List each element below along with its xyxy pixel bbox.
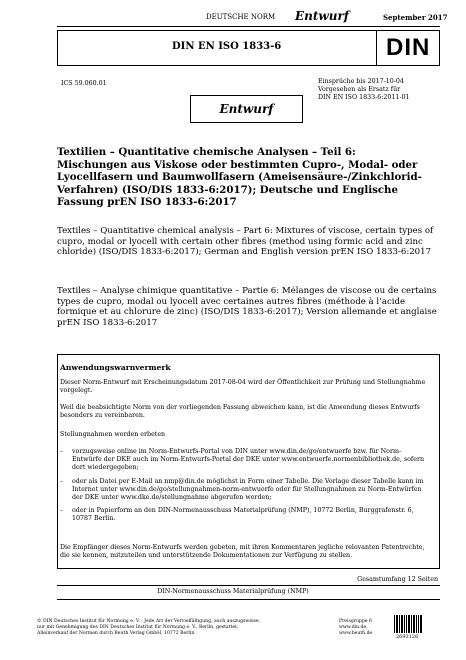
copyright-line: Alleinverkauf der Normen durch Beuth Verlag GmbH, 10772 Berlin [37,631,195,636]
list-item: – oder in Papierform an den DIN-Normenausschuss Materialprüfung (NMP), 10772 Berlin, Burggrafenstr. 6, 10787 Berlin. [60,507,414,523]
document-id: 2693126 [396,634,419,640]
title-french: Textiles – Analyse chimique quantitative – Partie 6: Mélanges de viscose ou de certains types de cupro, modal ou lyocell avec certaines autres fibres (méthode à l’acide formique et au chlorure de zinc) (ISO/DIS 1833-6:2017); Version allemande et anglaise prEN ISO 1833-6:2017 [57,286,437,328]
warning-paragraph: Weil die beabsichtigte Norm von der vorliegenden Fassung abweichen kann, ist die Anwendung dieses Entwurfs besonders zu vereinbaren. [60,404,420,420]
submission-options-list [60,448,430,529]
replacement-note: Vorgesehen als Ersatz für [318,86,401,93]
list-item-text: oder als Datei per E-Mail an nmp@din.de möglichst in Form einer Tabelle. Die Vorlage dieser Tabelle kann im Internet unter www.din.de/go/stellungnahmen-norm-entwuerfe oder für Stellungnahmen zu Norm-Entwürfen der DKE unter www.dke.de/stellungnahme abgerufen werden; [72,477,424,502]
ics-code: ICS 59.060.01 [61,80,107,87]
warning-heading: Anwendungswarnvermerk [60,363,171,372]
divider [57,599,440,600]
website-link[interactable]: www.din.de [339,625,367,630]
list-item: – vorzugsweise online im Norm-Entwurfs-Portal von DIN unter www.din.de/go/entwuerfe bzw. für Norm-Entwürfe der DKE auch im Norm-Entwurfs-Portal der DKE unter www.entwuerfe.normenbibliothek.de, sofern dort wiedergegeben; [60,448,425,472]
publication-date: September 2017 [383,13,448,22]
draft-box [190,95,303,123]
copyright-line: © DIN Deutsches Institut für Normung e. V. · Jede Art der Vervielfältigung, auch auszugsweise, [37,619,261,624]
warning-box [57,354,440,569]
copyright-line: nur mit Genehmigung des DIN Deutsches Institut für Normung e. V., Berlin, gestattet. [37,625,239,630]
warning-paragraph: Stellungnahmen werden erbeten [60,431,166,438]
replacement-standard: DIN EN ISO 1833-6:2011-01 [318,94,410,101]
title-box [57,30,440,66]
price-group: Preisgruppe 6 [339,619,372,624]
divider [57,585,440,586]
document-number: DIN EN ISO 1833-6 [172,41,282,52]
norm-type: DEUTSCHE NORM [206,13,276,21]
header-rule [57,26,440,27]
din-logo-frame [376,31,439,65]
page-count: Gesamtumfang 12 Seiten [357,576,438,583]
warning-paragraph: Dieser Norm-Entwurf mit Erscheinungsdatum 2017-08-04 wird der Öffentlichkeit zur Prüfung und Stellungnahme vorgelegt. [60,379,426,395]
list-item-text: vorzugsweise online im Norm-Entwurfs-Portal von DIN unter www.din.de/go/entwuerfe bzw. für Norm-Entwürfe der DKE auch im Norm-Entwurfs-Portal der DKE unter www.entwuerfe.normenbibliothek.de, sofern dort wiedergegeben; [72,448,425,472]
committee: DIN-Normenausschuss Materialprüfung (NMP) [157,588,309,595]
din-logo: DIN [386,34,431,61]
list-item-text: oder in Papierform an den DIN-Normenausschuss Materialprüfung (NMP), 10772 Berlin, Burggrafenstr. 6, 10787 Berlin. [72,507,414,523]
copyright-notice [37,619,307,637]
title-english: Textiles – Quantitative chemical analysis – Part 6: Mixtures of viscose, certain types of cupro, modal or lyocell with certain other fibres (method using formic acid and zinc chloride) (ISO/DIS 1833-6:2017); German and English version prEN ISO 1833-6:2017 [57,226,434,257]
website-link[interactable]: www.beuth.de [339,631,373,636]
price-info [339,619,372,637]
objection-deadline: Einsprüche bis 2017-10-04 [318,78,404,85]
list-item: – oder als Datei per E-Mail an nmp@din.de möglichst in Form einer Tabelle. Die Vorlage dieser Tabelle kann im Internet unter www.din.de/go/stellungnahmen-norm-entwuerfe oder für Stellungnahmen zu Norm-Entwürfen der DKE unter www.dke.de/stellungnahme abgerufen werden; [60,477,424,502]
warning-paragraph: Die Empfänger dieses Norm-Entwurfs werden gebeten, mit ihren Kommentaren jegliche relevanten Patentrechte, die sie kennen, mitzuteilen und unterstützende Dokumentationen zur Verfügung zu stellen. [60,544,425,560]
status-label: Entwurf [295,9,349,23]
draft-label: Entwurf [219,102,274,116]
title-german: Textilien – Quantitative chemische Analysen – Teil 6: Mischungen aus Viskose oder bestimmten Cupro-, Modal- oder Lyocellfasern und Baumwollfasern (Ameisensäure-/Zinkchlorid-Verfahren) (ISO/DIS 1833-6:2017); Deutsche und Englische Fassung prEN ISO 1833-6:2017 [57,146,422,208]
